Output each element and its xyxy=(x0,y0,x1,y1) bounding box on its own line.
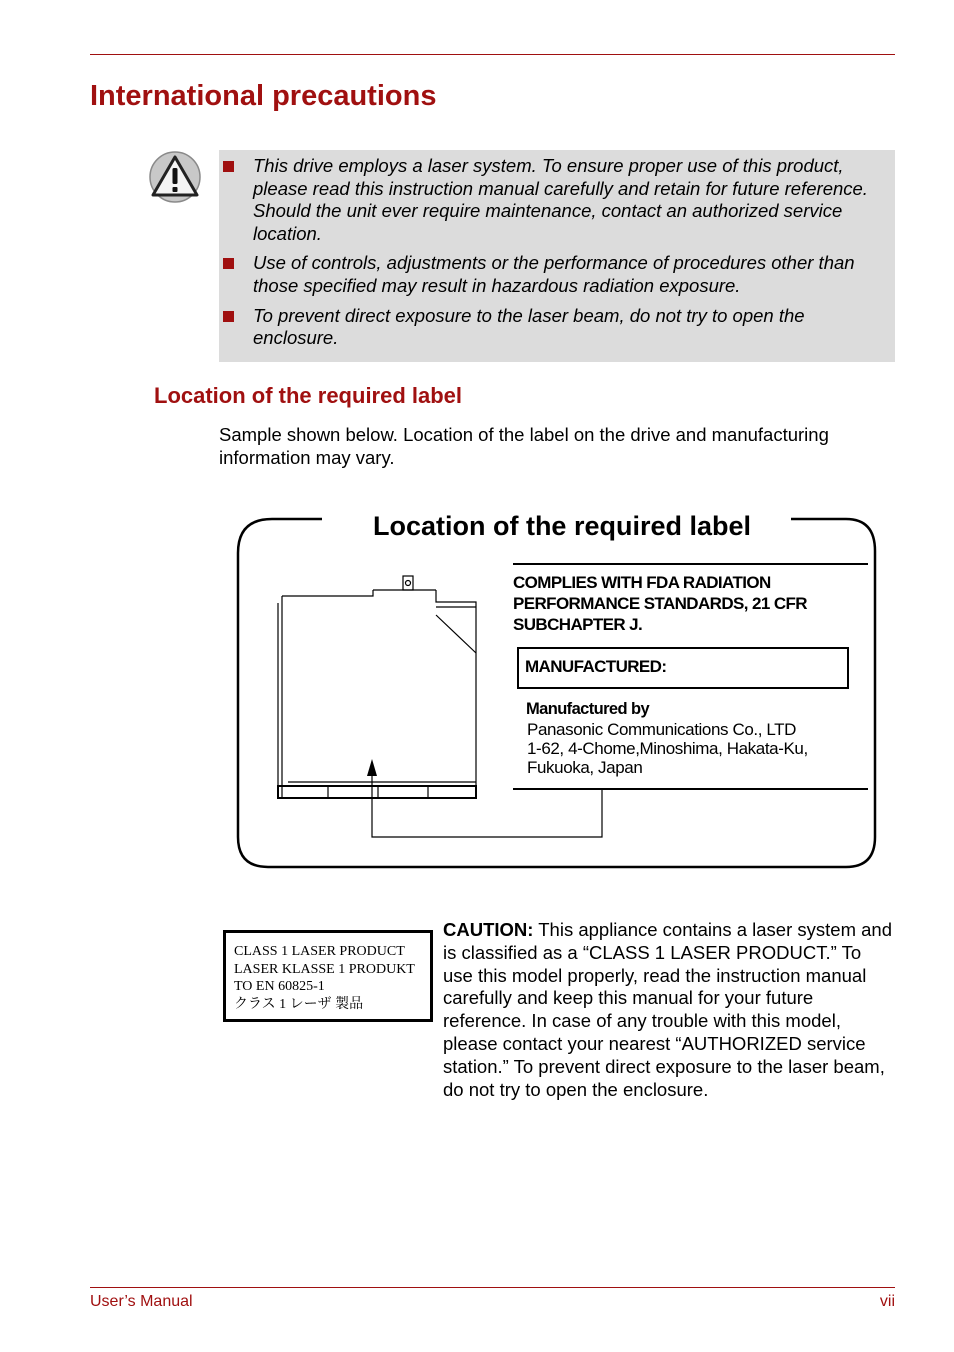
address-line-2: 1-62, 4-Chome,Minoshima, Hakata-Ku, xyxy=(527,739,808,758)
warning-item xyxy=(219,252,889,297)
arrow-up-icon xyxy=(367,759,377,776)
square-bullet-icon xyxy=(223,311,234,322)
warning-item-text: To prevent direct exposure to the laser beam, do not try to open the enclosure. xyxy=(253,304,805,349)
page-title: International precautions xyxy=(90,80,437,112)
diagram-frame xyxy=(238,519,875,867)
top-rule xyxy=(90,54,895,55)
laser-label-line: CLASS 1 LASER PRODUCT xyxy=(234,944,405,959)
address-line-3: Fukuoka, Japan xyxy=(527,758,643,777)
manufactured-by: Manufactured by xyxy=(526,700,650,718)
warning-triangle-icon xyxy=(148,150,202,204)
section-intro: Sample shown below. Location of the label on the drive and manufacturing information may vary. xyxy=(219,424,829,468)
footer-page-number: vii xyxy=(879,1293,895,1310)
caution-body: This appliance contains a laser system and is classified as a “CLASS 1 LASER PRODUCT.” To use this model properly, read the instruction manual carefully and keep this manual for your future reference. In case of any trouble with this model, please contact your nearest “AUTHORIZED service station.” To prevent direct exposure to the laser beam, do not try to open the enclosure. xyxy=(443,919,892,1100)
section-title: Location of the required label xyxy=(154,383,463,408)
manufactured-box-label: MANUFACTURED: xyxy=(525,657,667,676)
warning-item-text: Use of controls, adjustments or the performance of procedures other than those specified may result in hazardous radiation exposure. xyxy=(253,252,855,296)
warning-note-box xyxy=(219,150,895,362)
drive-drawing xyxy=(278,576,476,798)
caution-text xyxy=(443,919,895,1101)
address-line-1: Panasonic Communications Co., LTD xyxy=(527,720,796,739)
square-bullet-icon xyxy=(223,258,234,269)
laser-label-line: LASER KLASSE 1 PRODUKT xyxy=(234,961,415,977)
label-location-diagram xyxy=(236,505,878,871)
laser-label-line: TO EN 60825-1 xyxy=(234,979,325,994)
warning-item xyxy=(219,305,889,350)
diagram-title: Location of the required label xyxy=(372,511,752,541)
complies-line-2: PERFORMANCE STANDARDS, 21 CFR xyxy=(513,594,807,613)
warning-item-text: This drive employs a laser system. To ensure proper use of this product, please read this instruction manual carefully and retain for future reference. Should the unit ever require maintenance, contact an authorized service location. xyxy=(253,155,868,244)
square-bullet-icon xyxy=(223,161,234,172)
complies-line-3: SUBCHAPTER J. xyxy=(513,615,643,634)
footer-manual-name: User’s Manual xyxy=(90,1293,193,1310)
pointer-line xyxy=(372,771,602,837)
laser-label-line: クラス 1 レーザ 製品 xyxy=(234,996,364,1012)
complies-line-1: COMPLIES WITH FDA RADIATION xyxy=(513,573,771,592)
bottom-rule xyxy=(90,1287,895,1288)
caution-label: CAUTION: xyxy=(443,919,534,940)
warning-item xyxy=(219,155,889,245)
class1-laser-label xyxy=(223,930,433,1022)
